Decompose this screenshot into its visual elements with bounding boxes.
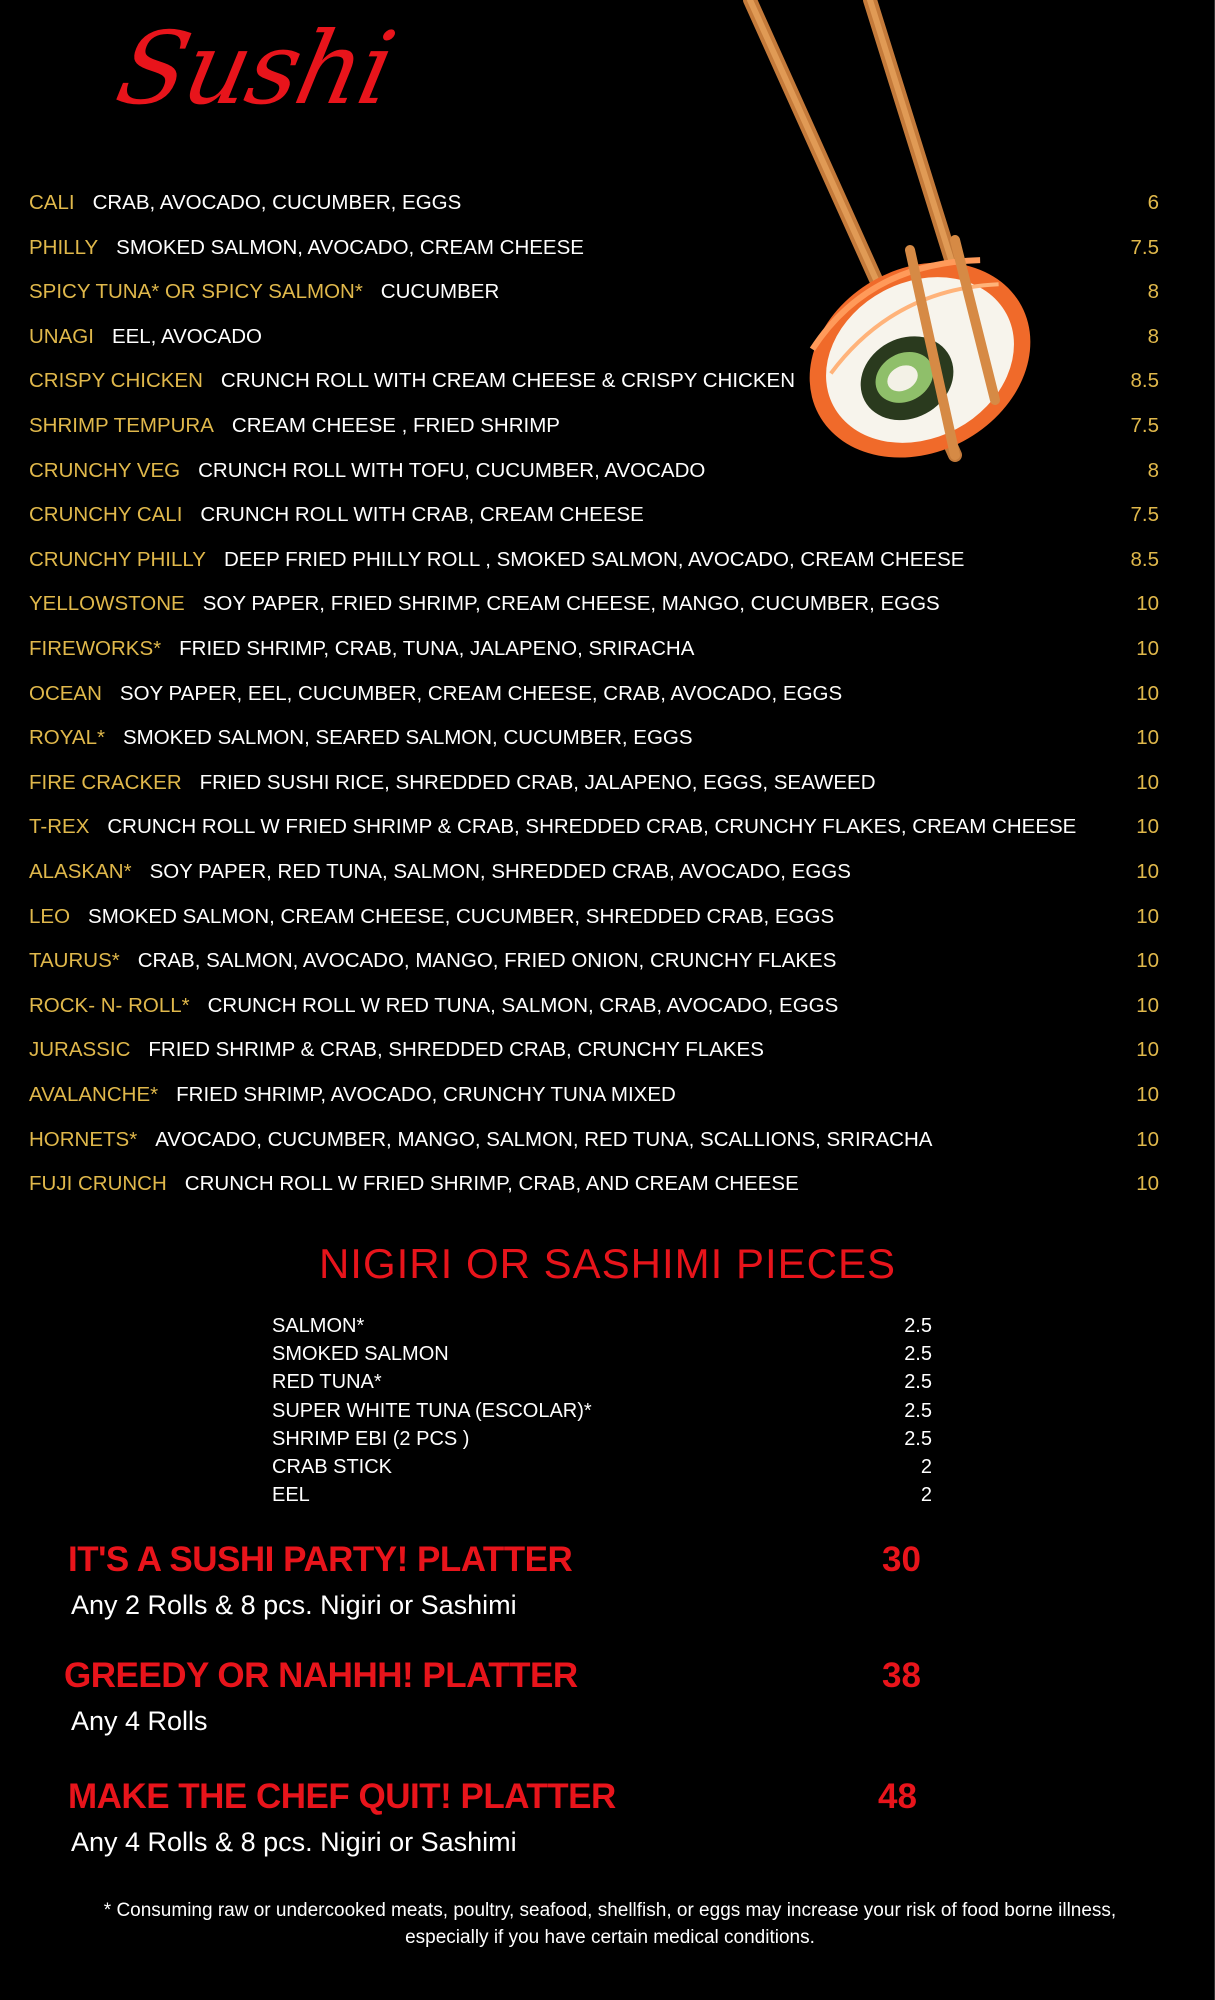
roll-description: CRAB, AVOCADO, CUCUMBER, EGGS	[92, 191, 462, 214]
roll-name: HORNETS*	[29, 1127, 138, 1151]
roll-description: FRIED SHRIMP, CRAB, TUNA, JALAPENO, SRIRACHA	[179, 637, 695, 660]
roll-description: CRUNCH ROLL WITH CRAB, CREAM CHEESE	[200, 503, 644, 527]
roll-price: 8	[1147, 280, 1159, 304]
platter-description: Any 4 Rolls & 8 pcs. Nigiri or Sashimi	[71, 1827, 517, 1857]
roll-name: CALI	[29, 191, 75, 214]
nigiri-name: SMOKED SALMON	[272, 1343, 449, 1366]
roll-item	[29, 366, 1159, 396]
platter-description: Any 4 Rolls	[71, 1706, 208, 1736]
roll-description: AVOCADO, CUCUMBER, MANGO, SALMON, RED TUNA, SCALLIONS, SRIRACHA	[155, 1127, 933, 1151]
nigiri-name: SUPER WHITE TUNA (ESCOLAR)*	[272, 1399, 592, 1422]
roll-name: UNAGI	[29, 324, 94, 348]
roll-item	[29, 1035, 1159, 1065]
roll-price: 10	[1136, 993, 1159, 1017]
roll-item	[29, 723, 1159, 753]
roll-description: SMOKED SALMON, CREAM CHEESE, CUCUMBER, SHREDDED CRAB, EGGS	[88, 904, 835, 928]
roll-item	[29, 277, 1159, 307]
roll-description: CRUNCH ROLL WITH CREAM CHEESE & CRISPY CHICKEN	[220, 369, 796, 393]
roll-name: LEO	[29, 904, 71, 928]
nigiri-item	[272, 1425, 932, 1453]
roll-price: 8	[1147, 458, 1159, 482]
nigiri-price: 2.5	[904, 1399, 932, 1422]
roll-name: TAURUS*	[29, 949, 120, 973]
roll-name: T-REX	[29, 815, 90, 839]
nigiri-name: SHRIMP EBI (2 PCS )	[272, 1427, 470, 1450]
roll-item	[29, 857, 1159, 887]
roll-name: CRUNCHY PHILLY	[29, 547, 206, 571]
roll-item	[29, 456, 1159, 486]
nigiri-price: 2	[920, 1456, 932, 1478]
roll-description: SMOKED SALMON, SEARED SALMON, CUCUMBER, EGGS	[122, 726, 693, 750]
roll-description: CRUNCH ROLL WITH TOFU, CUCUMBER, AVOCADO	[198, 458, 706, 482]
roll-price: 10	[1136, 1127, 1159, 1151]
platter-price: 48	[878, 1777, 917, 1816]
roll-price: 8	[1147, 324, 1159, 348]
roll-price: 10	[1136, 637, 1159, 660]
roll-description: SMOKED SALMON, AVOCADO, CREAM CHEESE	[116, 235, 584, 259]
roll-name: PHILLY	[29, 235, 99, 259]
nigiri-heading: NIGIRI OR SASHIMI PIECES	[318, 1240, 897, 1287]
roll-item	[29, 634, 1159, 664]
nigiri-item	[272, 1312, 932, 1340]
roll-description: CRUNCH ROLL W FRIED SHRIMP & CRAB, SHREDDED CRAB, CRUNCHY FLAKES, CREAM CHEESE	[107, 815, 1077, 839]
roll-name: ROYAL*	[29, 726, 105, 750]
roll-name: FUJI CRUNCH	[29, 1172, 167, 1196]
roll-name: OCEAN	[29, 681, 102, 705]
roll-description: CRUNCH ROLL W FRIED SHRIMP, CRAB, AND CREAM CHEESE	[184, 1172, 799, 1196]
roll-price: 10	[1136, 949, 1159, 973]
roll-price: 10	[1136, 904, 1159, 928]
roll-price: 6	[1147, 191, 1159, 214]
roll-item	[29, 812, 1159, 842]
roll-item	[29, 1080, 1159, 1110]
nigiri-item	[272, 1397, 932, 1425]
roll-item	[29, 411, 1159, 441]
roll-item	[29, 1169, 1159, 1199]
roll-name: CRUNCHY CALI	[29, 503, 183, 527]
roll-item	[29, 679, 1159, 709]
footnote: * Consuming raw or undercooked meats, poultry, seafood, shellfish, or eggs may increase your risk of food borne illness, especially if you have certain medical conditions.	[103, 1900, 1117, 1948]
roll-price: 7.5	[1130, 235, 1159, 259]
nigiri-price: 2.5	[904, 1427, 932, 1450]
roll-name: CRISPY CHICKEN	[29, 369, 203, 393]
roll-description: EEL, AVOCADO	[111, 324, 262, 348]
roll-name: ROCK- N- ROLL*	[29, 993, 190, 1017]
nigiri-price: 2.5	[904, 1343, 932, 1366]
roll-name: ALASKAN*	[29, 860, 132, 883]
nigiri-name: EEL	[272, 1484, 310, 1507]
roll-item	[29, 991, 1159, 1021]
platter-price: 30	[882, 1540, 921, 1579]
roll-item	[29, 768, 1159, 798]
roll-description: FRIED SUSHI RICE, SHREDDED CRAB, JALAPENO, EGGS, SEAWEED	[199, 770, 876, 794]
roll-price: 10	[1136, 681, 1159, 705]
roll-name: CRUNCHY VEG	[29, 458, 181, 482]
roll-price: 7.5	[1130, 503, 1159, 527]
roll-description: SOY PAPER, RED TUNA, SALMON, SHREDDED CRAB, AVOCADO, EGGS	[149, 860, 851, 883]
nigiri-item	[272, 1481, 932, 1509]
nigiri-item	[272, 1340, 932, 1368]
platter-description: Any 2 Rolls & 8 pcs. Nigiri or Sashimi	[71, 1590, 517, 1620]
roll-price: 10	[1136, 770, 1159, 794]
roll-price: 10	[1136, 726, 1159, 750]
platter-price: 38	[882, 1656, 921, 1695]
platter-title: GREEDY OR NAHHH! PLATTER	[64, 1656, 578, 1695]
roll-name: YELLOWSTONE	[29, 592, 185, 616]
roll-description: CREAM CHEESE , FRIED SHRIMP	[231, 414, 560, 437]
nigiri-name: RED TUNA*	[272, 1371, 382, 1394]
platter-title: IT'S A SUSHI PARTY! PLATTER	[68, 1540, 573, 1579]
roll-item	[29, 188, 1159, 218]
roll-price: 7.5	[1130, 414, 1159, 437]
roll-item	[29, 589, 1159, 619]
nigiri-name: SALMON*	[272, 1315, 365, 1337]
roll-price: 10	[1136, 1038, 1159, 1062]
roll-price: 8.5	[1130, 547, 1159, 571]
menu-title: Sushi	[107, 10, 404, 127]
nigiri-price: 2.5	[904, 1371, 932, 1394]
roll-price: 10	[1136, 592, 1159, 616]
platter-title: MAKE THE CHEF QUIT! PLATTER	[68, 1777, 616, 1816]
roll-price: 10	[1136, 860, 1159, 883]
roll-description: FRIED SHRIMP, AVOCADO, CRUNCHY TUNA MIXED	[176, 1083, 676, 1106]
roll-item	[29, 545, 1159, 575]
roll-description: DEEP FRIED PHILLY ROLL , SMOKED SALMON, AVOCADO, CREAM CHEESE	[223, 547, 965, 571]
roll-description: CRAB, SALMON, AVOCADO, MANGO, FRIED ONION, CRUNCHY FLAKES	[137, 949, 837, 973]
roll-description: CRUNCH ROLL W RED TUNA, SALMON, CRAB, AVOCADO, EGGS	[207, 993, 839, 1017]
nigiri-price: 2.5	[904, 1315, 932, 1337]
roll-price: 10	[1136, 1172, 1159, 1196]
roll-name: FIREWORKS*	[29, 637, 162, 660]
nigiri-item	[272, 1368, 932, 1396]
roll-item	[29, 233, 1159, 263]
roll-description: FRIED SHRIMP & CRAB, SHREDDED CRAB, CRUNCHY FLAKES	[148, 1038, 764, 1062]
roll-description: SOY PAPER, FRIED SHRIMP, CREAM CHEESE, MANGO, CUCUMBER, EGGS	[202, 592, 940, 616]
roll-item	[29, 1125, 1159, 1155]
roll-name: JURASSIC	[29, 1038, 131, 1062]
roll-price: 10	[1136, 815, 1159, 839]
nigiri-item	[272, 1453, 932, 1481]
roll-name: SPICY TUNA* OR SPICY SALMON*	[29, 280, 363, 304]
roll-item	[29, 946, 1159, 976]
roll-description: CUCUMBER	[380, 280, 500, 304]
roll-item	[29, 902, 1159, 932]
roll-item	[29, 322, 1159, 352]
roll-price: 10	[1136, 1083, 1159, 1106]
roll-item	[29, 500, 1159, 530]
roll-name: AVALANCHE*	[29, 1083, 159, 1106]
nigiri-name: CRAB STICK	[272, 1456, 393, 1478]
roll-name: FIRE CRACKER	[29, 770, 182, 794]
nigiri-price: 2	[920, 1484, 932, 1507]
roll-description: SOY PAPER, EEL, CUCUMBER, CREAM CHEESE, CRAB, AVOCADO, EGGS	[119, 681, 843, 705]
roll-price: 8.5	[1130, 369, 1159, 393]
roll-name: SHRIMP TEMPURA	[29, 414, 214, 437]
